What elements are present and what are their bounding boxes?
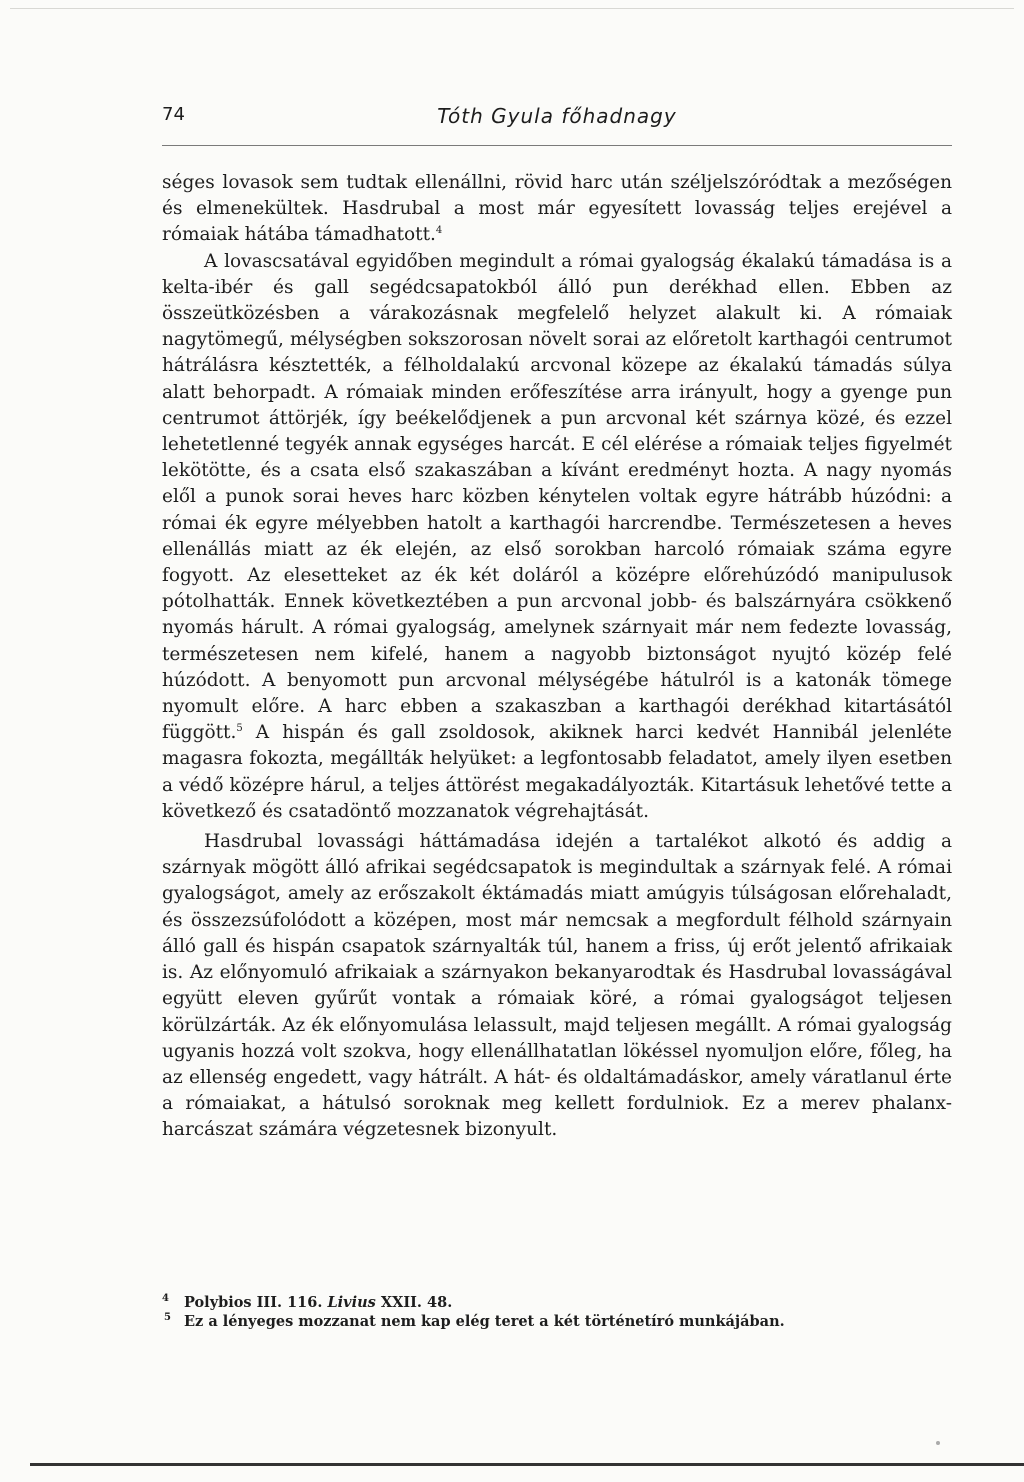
footnote-mark: 5 xyxy=(164,1312,171,1323)
footnote-4: 4 Polybios III. 116. Livius XXII. 48. xyxy=(162,1293,962,1312)
footnote-ref-4[interactable]: 4 xyxy=(435,225,443,237)
header-rule xyxy=(162,145,952,146)
footnotes xyxy=(162,1293,962,1331)
paragraph-3: Hasdrubal lovassági háttámadása idején a tartalékot alkotó és addig a szárnyak mögött álló afrikai segédcsapatok is megindultak a szárnyak felé. A római gyalogságot, amely az erőszakolt éktámadás miatt amúgyis túlságosan előrehaladt, és összezsúfolódott a középen, most már nemcsak a megfordult félhold szárnyain álló gall és hispán csapatok szárnyalták túl, hanem a friss, új erőt jelentő afrikaiak is. Az előnyomuló afrikaiak a szárnyakon bekanyarodtak és Hasdrubal lovasságával együtt eleven gyűrűt vontak a rómaiak köré, a római gyalogságot teljesen körülzárták. Az ék előnyomulása lelassult, majd teljesen megállt. A római gyalogság ugyanis hozzá volt szokva, hogy ellenállhatatlan lökéssel nyomuljon előre, főleg, ha az ellenség engedett, vagy hátrált. A hát- és oldaltámadáskor, amely váratlanul érte a rómaiakat, a hátulsó soroknak meg kellett fordulniok. Ez a merev phalanx-harcászat számára végzetesnek bizonyult. xyxy=(162,831,952,1141)
footnote-mark: 4 xyxy=(162,1293,169,1304)
page-top-edge xyxy=(10,8,1014,9)
running-title: Tóth Gyula főhadnagy xyxy=(437,104,677,128)
page-bottom-edge xyxy=(30,1463,1024,1466)
paragraph-1: séges lovasok sem tudtak ellenállni, rövid harc után széljelszóródtak a mezőségen és elmenekültek. Hasdrubal a most már egyesített lovasság teljes erejével a rómaiak hátába támadhatott.$^4$ xyxy=(162,172,952,246)
page-number: 74 xyxy=(162,104,185,125)
body-text xyxy=(162,170,952,1144)
footnote-5: 5 Ez a lényeges mozzanat nem kap elég teret a két történetíró munkájában. xyxy=(162,1312,962,1331)
print-speck xyxy=(936,1441,940,1445)
paragraph-2: A lovascsatával egyidőben megindult a római gyalogság ékalakú támadása is a kelta-ibér és gall segédcsapatokból álló pun derékhad ellen. Ebben az összeütközésben a várakozásnak megfelelő helyzet alakult ki. A rómaiak nagytömegű, mélységben sokszorosan növelt sorai az előretolt karthagói centrumot hátrálásra késztették, a félholdalakú arcvonal közepe az ékalakú támadás súlya alatt behorpadt. A rómaiak minden erőfeszítése arra irányult, hogy a gyenge pun centrumot áttörjék, így beékelődjenek a pun arcvonal két szárnya közé, és ezzel lehetetlenné tegyék annak egységes harcát. E cél elérése a rómaiak teljes figyelmét lekötötte, és a csata első szakaszában a kívánt eredményt hozta. A nagy nyomás elől a punok sorai heves harc közben kénytelen voltak egyre hátrább húzódni: a római ék egyre mélyebben hatolt a karthagói harcrendbe. Természetesen a heves ellenállás miatt az ék elején, az első sorokban harcoló rómaiak száma egyre fogyott. Az elesetteket az ék két doláról a középre előrehúzódó manipulusok pótolhatták. Ennek következtében a pun arcvonal jobb- és balszárnyára csökkenő nyomás hárult. A római gyalogság, amelynek szárnyait már nem fedezte lovasság, természetesen nem kifelé, hanem a nagyobb biztonságot nyujtó közép felé húzódott. A benyomott pun arcvonal mélységébe hátulról is a katonák tömege nyomult előre. A harc ebben a szakaszban a karthagói derékhad kitartásától függött.$^5$ A hispán és gall zsoldosok, akiknek harci kedvét Hannibál jelenléte magasra fokozta, megállták helyüket: a legfontosabb feladatot, amely ilyen esetben a védő középre hárul, a teljes áttörést megakadályozták. Kitartásuk lehetővé tette a következő és csatadöntő mozzanatok végrehajtását. xyxy=(162,250,952,822)
page-header xyxy=(162,104,952,134)
footnote-ref-5[interactable]: 5 xyxy=(236,723,243,735)
